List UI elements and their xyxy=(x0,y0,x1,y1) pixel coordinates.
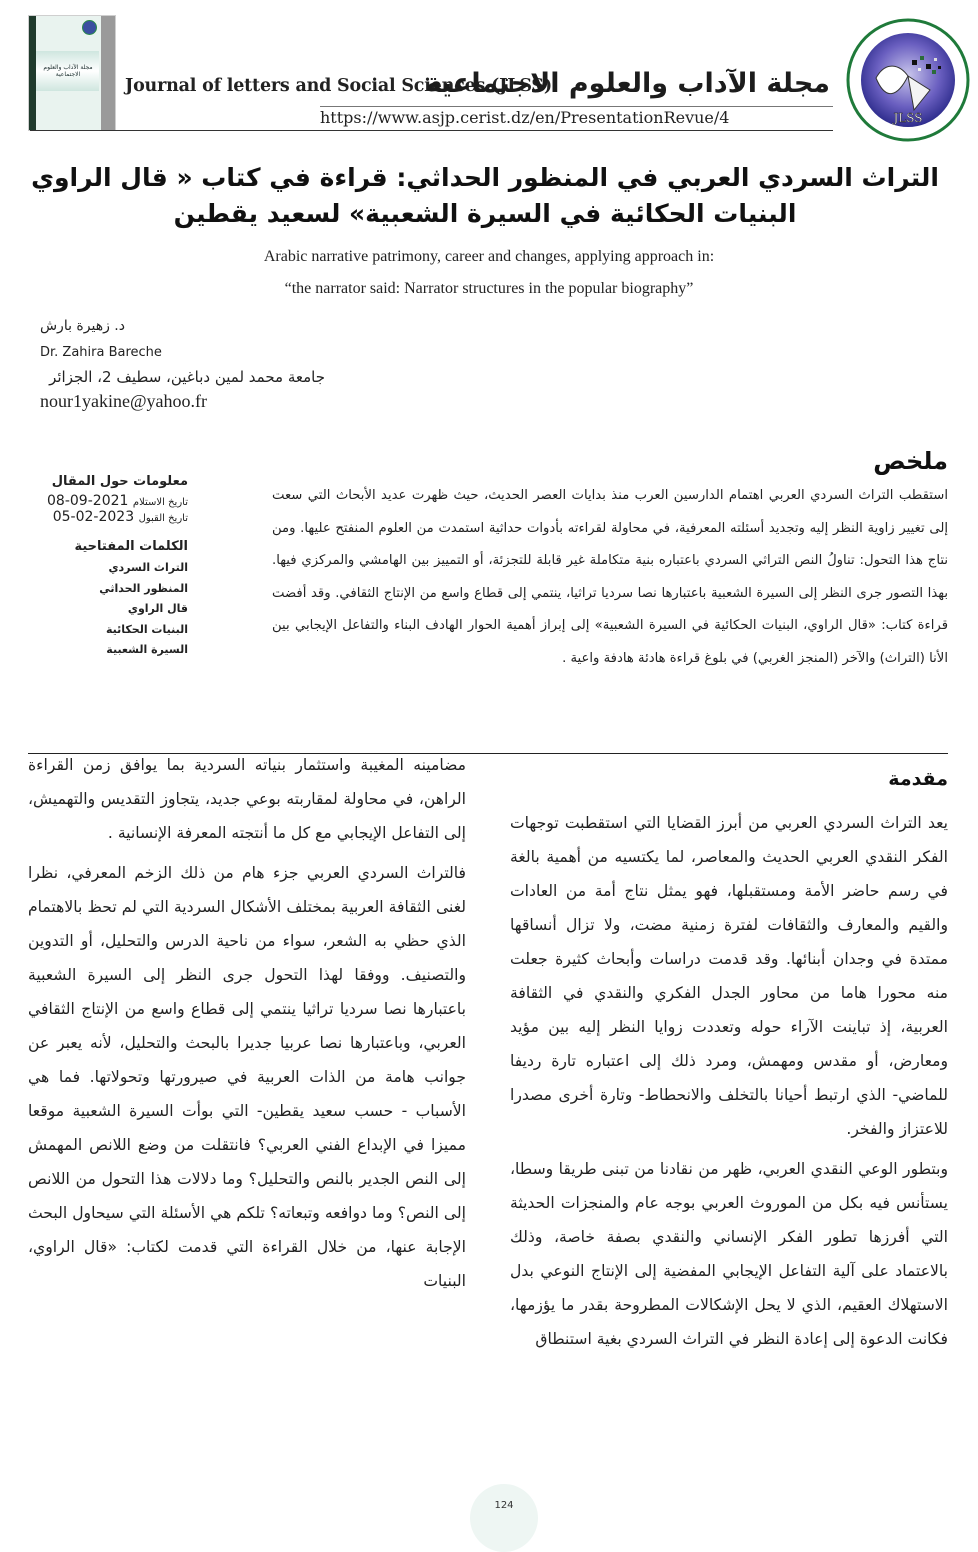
journal-logo xyxy=(838,10,973,145)
journal-name-ar: مجلة الآداب والعلوم الاجتماعية xyxy=(425,68,830,99)
header-url-rule xyxy=(320,106,833,107)
logo-text: JLSS xyxy=(893,111,923,125)
article-title-ar: التراث السردي العربي في المنظور الحداثي: قراءة في كتاب « قال الراوي البنيات الحكائية في السيرة الشعبية» لسعيد يقطين xyxy=(31,163,939,228)
logo-pixel xyxy=(918,68,921,71)
page-number-badge xyxy=(470,1484,538,1552)
keywords-list xyxy=(28,558,188,661)
received-date: 2021-09-08 xyxy=(47,493,129,509)
article-title-en-line1: Arabic narrative patrimony, career and changes, applying approach in: xyxy=(263,248,715,265)
author-name-ar: د. زهيرة بارش xyxy=(39,318,125,334)
keyword: التراث السردي xyxy=(108,561,188,574)
author-affiliation: جامعة محمد لمين دباغين، سطيف 2، الجزائر xyxy=(49,368,325,386)
accepted-date-row xyxy=(28,509,188,525)
cover-seal-icon xyxy=(82,20,97,35)
body-paragraph: وبتطور الوعي النقدي العربي، ظهر من نقادنا من تبنى طريقا وسطا، يستأنس فيه بكل من الموروث العربي بوجه عام والمنجزات الحديثة التي أفرزها تطور الفكر الإنساني والنقدي بصفة خاصة، وذلك بالاعتماد على آلية التفاعل الإيجابي المفضية إلى الإنتاج النوعي بدل الاستهلاك العقيم، الذي لا يحل الإشكالات المطروحة بقدر ما يؤزمها، فكانت الدعوة إلى إعادة النظر في التراث السردي بغية استنطاق xyxy=(510,1160,948,1348)
author-email-link[interactable]: nour1yakine@yahoo.fr xyxy=(40,391,208,411)
body-column-right xyxy=(510,806,948,1356)
keyword: البنيات الحكائية xyxy=(105,622,188,636)
header-rule xyxy=(30,130,833,131)
article-title-en-line2: “the narrator said: Narrator structures in the popular biography” xyxy=(284,280,694,297)
article-info-heading: معلومات حول المقال xyxy=(51,474,188,489)
author-name-en: Dr. Zahira Bareche xyxy=(40,345,162,360)
body-column-left xyxy=(28,748,466,1298)
logo-pixel xyxy=(912,60,917,65)
received-label: تاريخ الاستلام xyxy=(132,497,188,508)
keyword: المنظور الحداثي xyxy=(99,581,188,595)
logo-pixel xyxy=(934,58,937,61)
body-paragraph: مضامينه المغيبة واستثمار بنياته السردية بما يوافق زمن القراءة الراهن، في محاولة لمقاربته بوعي جديد، يتجاوز التقديس والتهميش، إلى التفاعل الإيجابي مع كل ما أنتجته المعرفة الإنسانية . xyxy=(28,756,466,842)
journal-cover-thumbnail xyxy=(28,15,116,131)
accepted-date: 2023-02-05 xyxy=(52,509,135,525)
body-paragraph: فالتراث السردي العربي جزء هام من ذلك الزخم المعرفي، نظرا لغنى الثقافة العربية بمختلف الأشكال السردية التي لم تحظ بالاهتمام الذي حظي به الشعر، سواء من ناحية الدرس والتحليل، أو التدوين والتصنيف. ووفقا لهذا التحول جرى النظر إلى السيرة الشعبية باعتبارها نصا سرديا تراثيا ينتمي إلى قطاع واسع من الإنتاج الثقافي العربي، وباعتبارها نصا عربيا جديرا بالبحث والتحليل، لأنه يعبر عن جوانب هامة من الذات العربية في صيرورتها وتحولاتها. فما هي الأسباب - حسب سعيد يقطين- التي بوأت السيرة الشعبية موقعا مميزا في الإبداع الفني العربي؟ فانتقلت من وضع اللانص المهمش إلى النص الجدير بالنص والتحليل؟ وما دلالات هذا التحول من اللانص إلى النص؟ وما دوافعه وتبعاته؟ تلكم هي الأسئلة التي سيحاول البحث الإجابة عنها، من خلال القراءة التي قدمت لكتاب: «قال الراوي، البنيات xyxy=(28,864,466,1290)
logo-pixel xyxy=(932,70,936,74)
logo-pixel xyxy=(920,56,924,60)
keyword: قال الراوي xyxy=(127,602,188,615)
received-date-row xyxy=(28,493,188,509)
logo-pixel xyxy=(926,64,931,69)
abstract-text: استقطب التراث السردي العربي اهتمام الدارسين العرب منذ بدايات العصر الحديث، حيث ظهرت عديد الأبحاث التي سعت إلى تغيير زاوية النظر إليه وتجديد أسئلته المعرفية، في محاولة لقراءته بأدوات حداثية استمدت من العلوم المنفتح عليها. ومن نتاج هذا التحول: تناولُ النص التراثي السردي باعتباره بنية متكاملة غير قابلة للتجزئة، أو التمييز بين الهامشي والمركزي فيها. بهذا التصور جرى النظر إلى السيرة الشعبية باعتبارها نصا سرديا تراثيا، ينتمي إلى قطاع واسع من الإنتاج الثقافي. وقد أفضت قراءة كتاب: «قال الراوي، البنيات الحكائية في السيرة الشعبية» إلى إبراز أهمية الحوار الهادف البناء والتفاعل الإيجابي بين الأنا (التراث) والآخر (المنجز الغربي) في بلوغ قراءة هادئة هادفة واعية . xyxy=(272,488,948,666)
introduction-heading: مقدمة xyxy=(888,768,948,790)
journal-url-link[interactable]: https://www.asjp.cerist.dz/en/PresentationRevue/4 xyxy=(320,108,730,127)
keywords-heading: الكلمات المفتاحية xyxy=(74,539,188,554)
page-number: 124 xyxy=(494,1500,514,1511)
logo-pixel xyxy=(938,66,941,69)
accepted-label: تاريخ القبول xyxy=(138,513,188,524)
keyword: السيرة الشعبية xyxy=(106,643,188,656)
body-paragraph: يعد التراث السردي العربي من أبرز القضايا التي استقطبت توجهات الفكر النقدي العربي الحديث والمعاصر، لما يكتسيه من أهمية بالغة في رسم حاضر الأمة ومستقبلها، فهو يمثل نتاج أمة من العادات والقيم والمعارف والثقافات لفترة زمنية مضت، ولا تزال أنساقها ممتدة في وجدان أبنائها. وقد قدمت دراسات وأبحاث كثيرة جعلت منه محورا هاما من محاور الجدل الفكري والنقدي في الثقافة العربية، إذ تباينت الآراء حوله وتعددت زوايا النظر إليه بين مؤيد ومعارض، أو مقدس ومهمش، ومرد ذلك إلى اعتباره تارة رديفا للماضي- الذي ارتبط أحيانا بالتخلف والانحطاط- وتارة أخرى مصدرا للاعتزاز والفخر. xyxy=(510,814,948,1138)
journal-name-en: Journal of letters and Social Sciences (JLSS) xyxy=(125,76,552,96)
article-info-section xyxy=(28,474,188,661)
cover-title: مجلة الآداب والعلوم الاجتماعية xyxy=(43,64,93,78)
abstract-heading: ملخص xyxy=(873,447,948,475)
